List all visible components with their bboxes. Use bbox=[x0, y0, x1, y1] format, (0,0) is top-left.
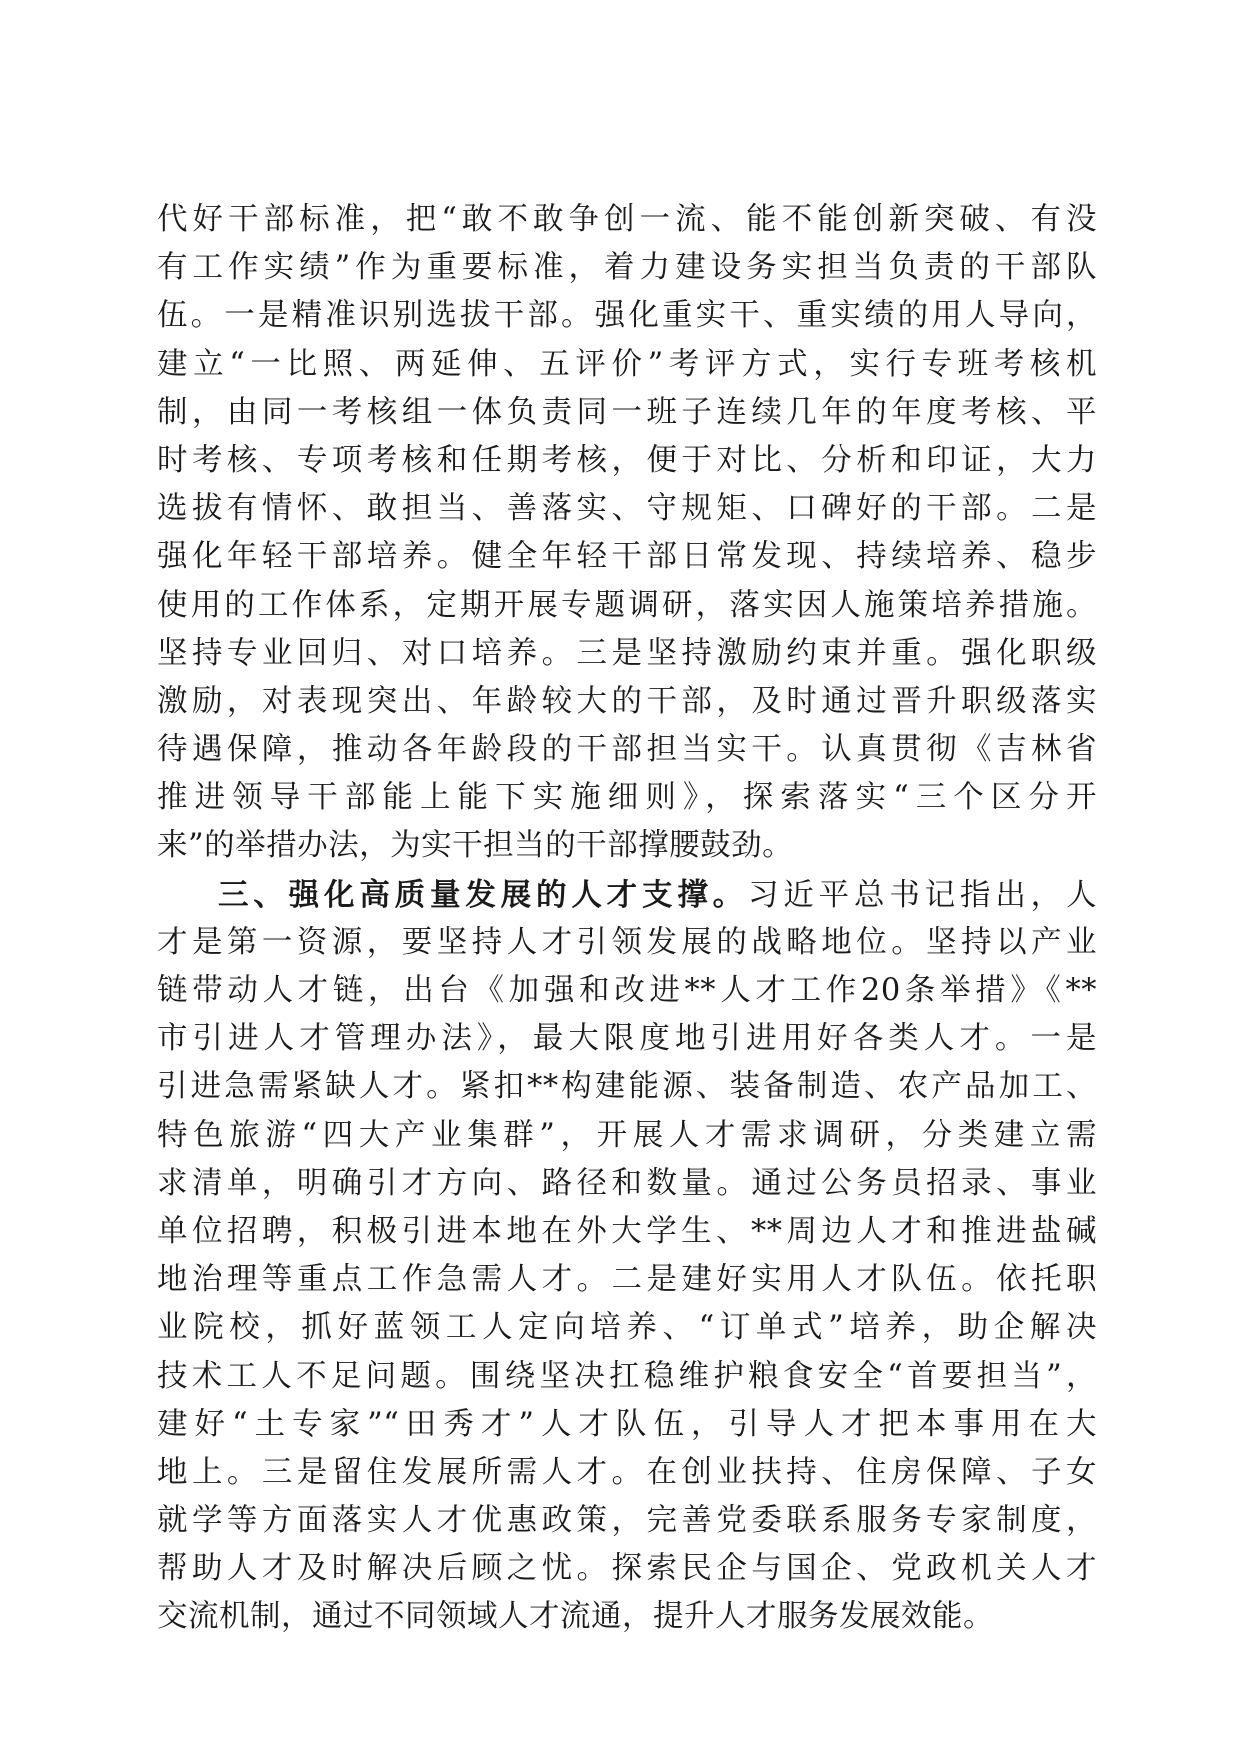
text-line: 就学等方面落实人才优惠政策，完善党委联系服务专家制度， bbox=[157, 1503, 1097, 1539]
text-line: 强化年轻干部培养。健全年轻干部日常发现、持续培养、稳步 bbox=[157, 539, 1097, 575]
text-line: 使用的工作体系，定期开展专题调研，落实因人施策培养措施。 bbox=[157, 587, 1097, 623]
text-line: 代好干部标准，把“敢不敢争创一流、能不能创新突破、有没 bbox=[157, 202, 1097, 237]
section-heading: 三、强化高质量发展的人才支撑。 bbox=[218, 876, 748, 913]
text-line: 市引进人才管理办法》，最大限度地引进用好各类人才。一是 bbox=[157, 1021, 1097, 1057]
text-line: 业院校，抓好蓝领工人定向培养、“订单式”培养，助企解决 bbox=[157, 1310, 1097, 1346]
text-line: 时考核、专项考核和任期考核，便于对比、分析和印证，大力 bbox=[157, 442, 1097, 478]
text-line: 推进领导干部能上能下实施细则》，探索落实“三个区分开 bbox=[157, 780, 1097, 816]
section-heading-line bbox=[157, 871, 1097, 919]
text-line: 来”的举措办法，为实干担当的干部撑腰鼓劲。 bbox=[157, 828, 794, 864]
text-line: 伍。一是精准识别选拔干部。强化重实干、重实绩的用人导向， bbox=[157, 298, 1097, 334]
text-line: 激励，对表现突出、年龄较大的干部，及时通过晋升职级落实 bbox=[157, 683, 1097, 719]
text-line: 制，由同一考核组一体负责同一班子连续几年的年度考核、平 bbox=[157, 394, 1097, 430]
text-line: 才是第一资源，要坚持人才引领发展的战略地位。坚持以产业 bbox=[157, 924, 1097, 960]
text-line: 特色旅游“四大产业集群”，开展人才需求调研，分类建立需 bbox=[157, 1117, 1097, 1153]
text-line: 坚持专业回归、对口培养。三是坚持激励约束并重。强化职级 bbox=[157, 635, 1097, 671]
text-line: 帮助人才及时解决后顾之忧。探索民企与国企、党政机关人才 bbox=[157, 1551, 1097, 1587]
section-heading-rest: 习近平总书记指出，人 bbox=[748, 877, 1097, 913]
text-line: 地治理等重点工作急需人才。二是建好实用人才队伍。依托职 bbox=[157, 1262, 1097, 1298]
text-line: 技术工人不足问题。围绕坚决扛稳维护粮食安全“首要担当”， bbox=[157, 1358, 1097, 1394]
text-line: 链带动人才链，出台《加强和改进**人才工作20条举措》《** bbox=[157, 973, 1097, 1008]
text-line: 地上。三是留住发展所需人才。在创业扶持、住房保障、子女 bbox=[157, 1454, 1097, 1490]
text-line: 建立“一比照、两延伸、五评价”考评方式，实行专班考核机 bbox=[157, 346, 1097, 382]
text-line: 有工作实绩”作为重要标准，着力建设务实担当负责的干部队 bbox=[157, 250, 1097, 286]
text-line: 选拔有情怀、敢担当、善落实、守规矩、口碑好的干部。二是 bbox=[157, 491, 1097, 527]
body-text bbox=[157, 196, 1097, 1642]
text-line: 求清单，明确引才方向、路径和数量。通过公务员招录、事业 bbox=[157, 1165, 1097, 1201]
text-line: 待遇保障，推动各年龄段的干部担当实干。认真贯彻《吉林省 bbox=[157, 732, 1097, 768]
text-line: 单位招聘，积极引进本地在外大学生、**周边人才和推进盐碱 bbox=[157, 1213, 1097, 1249]
text-line: 引进急需紧缺人才。紧扣**构建能源、装备制造、农产品加工、 bbox=[157, 1069, 1097, 1105]
text-line: 建好“土专家”“田秀才”人才队伍，引导人才把本事用在大 bbox=[157, 1406, 1097, 1442]
text-line: 交流机制，通过不同领域人才流通，提升人才服务发展效能。 bbox=[157, 1599, 994, 1635]
